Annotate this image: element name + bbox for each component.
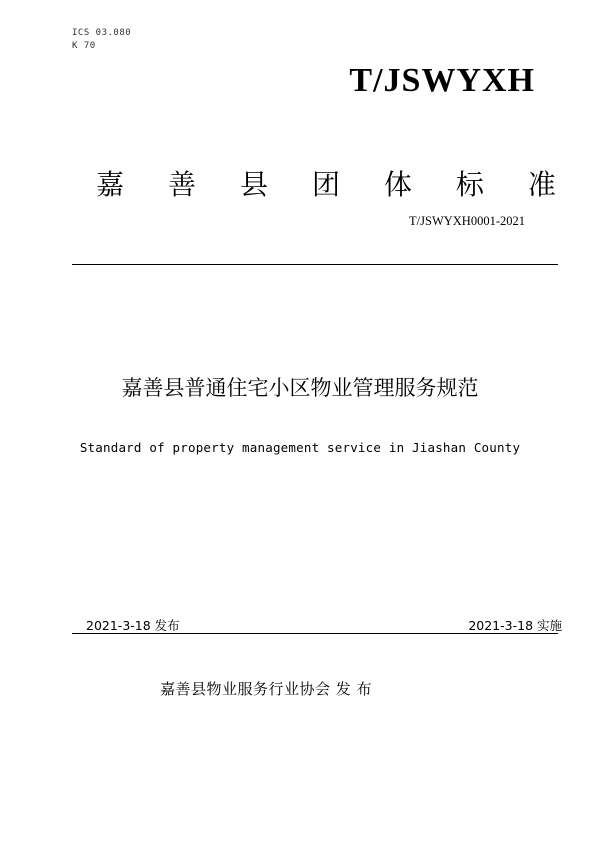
implementation-date: 2021-3-18 实施 — [468, 618, 562, 633]
standard-number: T/JSWYXH0001-2021 — [409, 214, 525, 228]
standard-type-heading — [96, 163, 556, 203]
standard-type-char: 嘉 — [96, 168, 125, 201]
document-title-chinese: 嘉善县普通住宅小区物业管理服务规范 — [121, 376, 479, 400]
document-title-english: Standard of property management service in Jiashan County — [79, 440, 521, 455]
org-standard-code: T/JSWYXH — [349, 62, 535, 99]
standard-type-char: 善 — [167, 168, 196, 201]
publisher: 嘉善县物业服务行业协会 发 布 — [160, 680, 373, 698]
standard-type-char: 准 — [527, 168, 556, 201]
footer-divider — [72, 633, 558, 634]
standard-type-char: 县 — [239, 168, 268, 201]
header-divider — [72, 264, 558, 265]
standard-type-char: 标 — [455, 168, 484, 201]
ics-code: ICS 03.080 — [72, 28, 132, 38]
ccs-code: K 70 — [72, 41, 96, 51]
standard-type-char: 体 — [383, 168, 412, 201]
issue-date: 2021-3-18 发布 — [86, 618, 180, 633]
standard-type-char: 团 — [311, 168, 340, 201]
